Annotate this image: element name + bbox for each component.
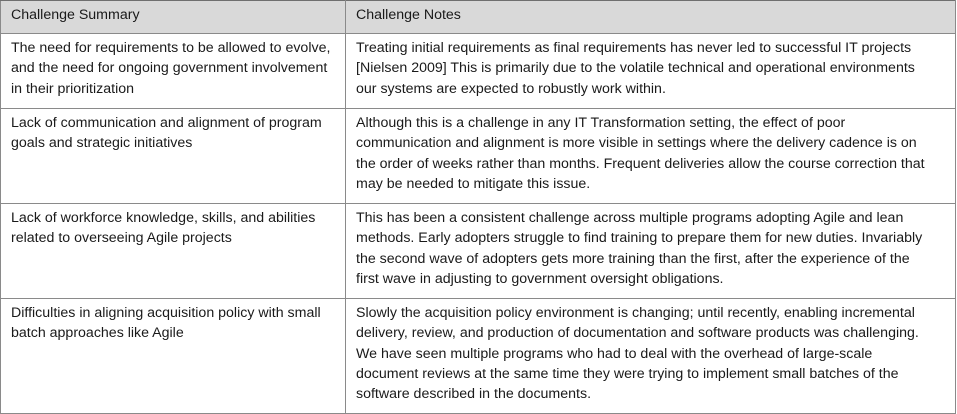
header-challenge-notes: Challenge Notes [346, 1, 956, 34]
table-row [1, 109, 956, 204]
header-row [1, 1, 956, 34]
challenge-summary-cell: Difficulties in aligning acquisition policy with small batch approaches like Agile [1, 299, 346, 414]
challenge-notes-cell: Treating initial requirements as final requirements has never led to successful IT projects [Nielsen 2009] This is primarily due to the volatile technical and operational environments our systems are expected to robustly work within. [346, 34, 956, 109]
challenge-summary-cell: Lack of workforce knowledge, skills, and abilities related to overseeing Agile projects [1, 204, 346, 299]
table-row [1, 204, 956, 299]
header-challenge-summary: Challenge Summary [1, 1, 346, 34]
table-row [1, 34, 956, 109]
challenge-notes-cell: Slowly the acquisition policy environment is changing; until recently, enabling incremental delivery, review, and production of documentation and software products was challenging. We have seen multiple programs who had to deal with the overhead of large-scale document reviews at the same time they were trying to implement small batches of the software described in the documents. [346, 299, 956, 414]
challenge-notes-cell: Although this is a challenge in any IT Transformation setting, the effect of poor communication and alignment is more visible in settings where the delivery cadence is on the order of weeks rather than months. Frequent deliveries allow the course correction that may be needed to mitigate this issue. [346, 109, 956, 204]
challenge-notes-cell: This has been a consistent challenge across multiple programs adopting Agile and lean methods. Early adopters struggle to find training to prepare them for new duties. Invariably the second wave of adopters gets more training than the first, after the experience of the first wave in adjusting to government oversight obligations. [346, 204, 956, 299]
challenge-summary-cell: Lack of communication and alignment of program goals and strategic initiatives [1, 109, 346, 204]
challenge-summary-cell: The need for requirements to be allowed to evolve, and the need for ongoing government involvement in their prioritization [1, 34, 346, 109]
table-row [1, 299, 956, 414]
